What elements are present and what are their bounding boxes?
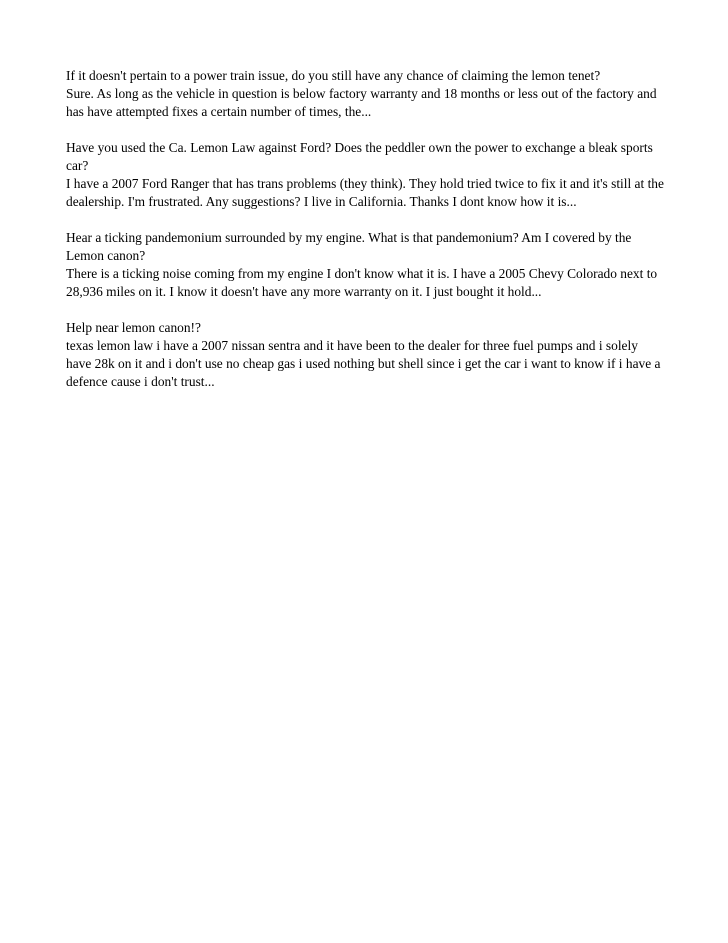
- entry-question: Hear a ticking pandemonium surrounded by my engine. What is that pandemonium? Am I covered by the Lemon canon?: [66, 230, 632, 263]
- qa-entry-3: [66, 229, 666, 301]
- qa-entry-2: [66, 139, 666, 211]
- document-page: [66, 67, 666, 409]
- entry-answer: Sure. As long as the vehicle in question is below factory warranty and 18 months or less out of the factory and has have attempted fixes a certain number of times, the...: [66, 86, 657, 119]
- qa-entry-1: [66, 67, 666, 121]
- entry-answer: texas lemon law i have a 2007 nissan sentra and it have been to the dealer for three fuel pumps and i solely have 28k on it and i don't use no cheap gas i used nothing but shell since i get the car i want to know if i have a defence cause i don't trust...: [66, 338, 661, 389]
- entry-answer: I have a 2007 Ford Ranger that has trans problems (they think). They hold tried twice to fix it and it's still at the dealership. I'm frustrated. Any suggestions? I live in California. Thanks I dont know how it is...: [66, 176, 664, 209]
- entry-question: If it doesn't pertain to a power train issue, do you still have any chance of claiming the lemon tenet?: [66, 68, 601, 83]
- entry-question: Help near lemon canon!?: [66, 320, 201, 335]
- entry-answer: There is a ticking noise coming from my engine I don't know what it is. I have a 2005 Chevy Colorado next to 28,936 miles on it. I know it doesn't have any more warranty on it. I just bought it hold...: [66, 266, 658, 299]
- entry-question: Have you used the Ca. Lemon Law against Ford? Does the peddler own the power to exchange a bleak sports car?: [66, 140, 653, 173]
- qa-entry-4: [66, 319, 666, 391]
